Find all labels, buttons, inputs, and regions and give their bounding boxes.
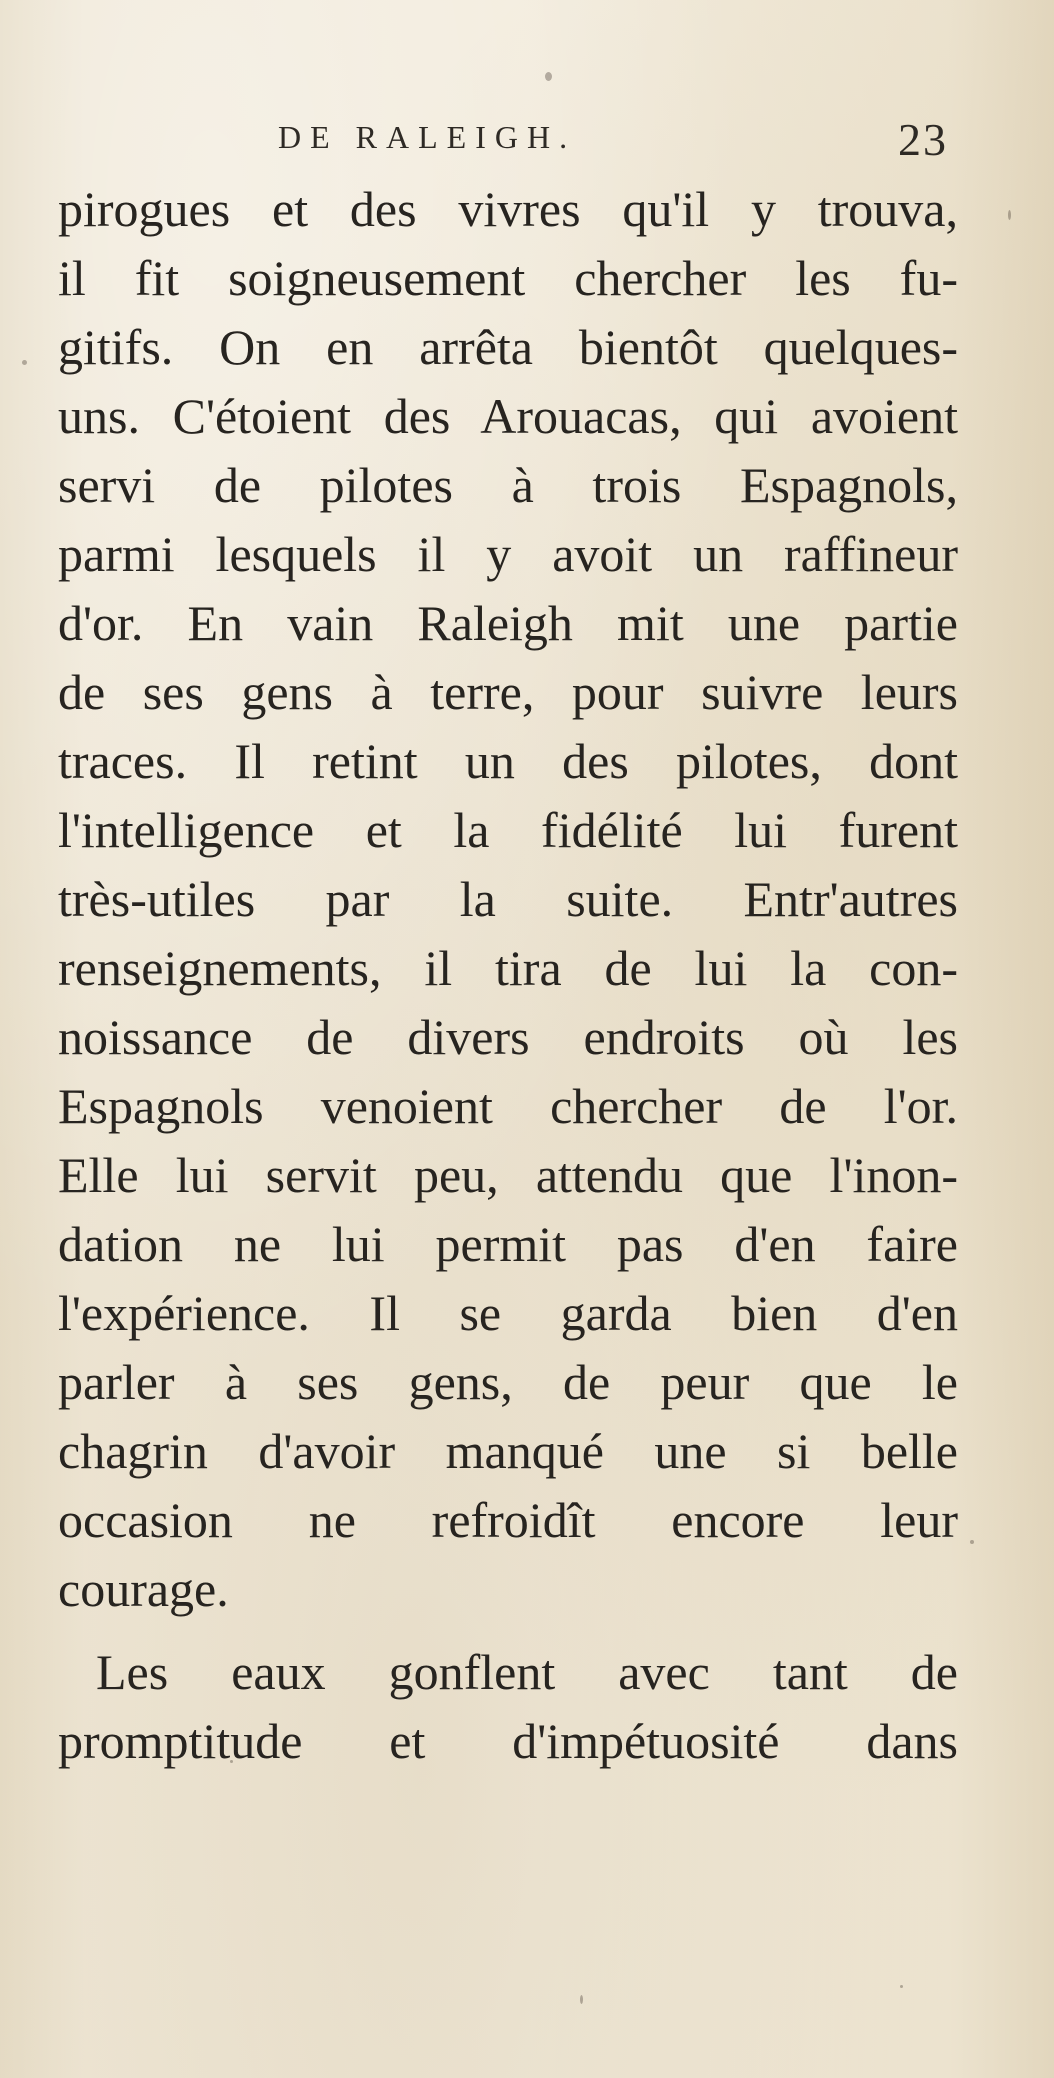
paper-speck bbox=[545, 72, 552, 81]
paper-speck bbox=[580, 1995, 583, 2004]
text-line: parler à ses gens, de peur que le bbox=[58, 1354, 958, 1410]
text-line: chagrin d'avoir manqué une si belle bbox=[58, 1423, 958, 1479]
text-line: de ses gens à terre, pour suivre leurs bbox=[58, 664, 958, 720]
text-line: renseignements, il tira de lui la con- bbox=[58, 940, 958, 996]
text-line: noissance de divers endroits où les bbox=[58, 1009, 958, 1065]
text-line: il fit soigneusement chercher les fu- bbox=[58, 250, 958, 306]
paper-speck bbox=[230, 1760, 233, 1763]
paper-speck bbox=[900, 1985, 903, 1988]
paper-speck bbox=[22, 360, 27, 365]
text-line: dation ne lui permit pas d'en faire bbox=[58, 1216, 958, 1272]
text-line: traces. Il retint un des pilotes, dont bbox=[58, 733, 958, 789]
text-line: servi de pilotes à trois Espagnols, bbox=[58, 457, 958, 513]
paragraph-gap bbox=[58, 1624, 958, 1638]
text-line: Elle lui servit peu, attendu que l'inon- bbox=[58, 1147, 958, 1203]
text-line: Les eaux gonflent avec tant de bbox=[96, 1644, 958, 1700]
body-text bbox=[58, 175, 958, 1776]
text-line: gitifs. On en arrêta bientôt quelques- bbox=[58, 319, 958, 375]
running-head bbox=[58, 113, 948, 163]
text-line: pirogues et des vivres qu'il y trouva, bbox=[58, 181, 958, 237]
paper-speck bbox=[1008, 210, 1011, 220]
text-line: l'expérience. Il se garda bien d'en bbox=[58, 1285, 958, 1341]
text-line: uns. C'étoient des Arouacas, qui avoient bbox=[58, 388, 958, 444]
running-title: DE RALEIGH. bbox=[278, 119, 577, 155]
text-line: l'intelligence et la fidélité lui furent bbox=[58, 802, 958, 858]
text-line: occasion ne refroidît encore leur bbox=[58, 1492, 958, 1548]
page-number: 23 bbox=[898, 114, 948, 165]
text-line: très-utiles par la suite. Entr'autres bbox=[58, 871, 958, 927]
paper-speck bbox=[970, 1540, 974, 1544]
text-line: promptitude et d'impétuosité dans bbox=[58, 1713, 958, 1769]
text-line: d'or. En vain Raleigh mit une partie bbox=[58, 595, 958, 651]
text-line: parmi lesquels il y avoit un raffineur bbox=[58, 526, 958, 582]
text-line: courage. bbox=[58, 1561, 229, 1617]
text-line: Espagnols venoient chercher de l'or. bbox=[58, 1078, 958, 1134]
